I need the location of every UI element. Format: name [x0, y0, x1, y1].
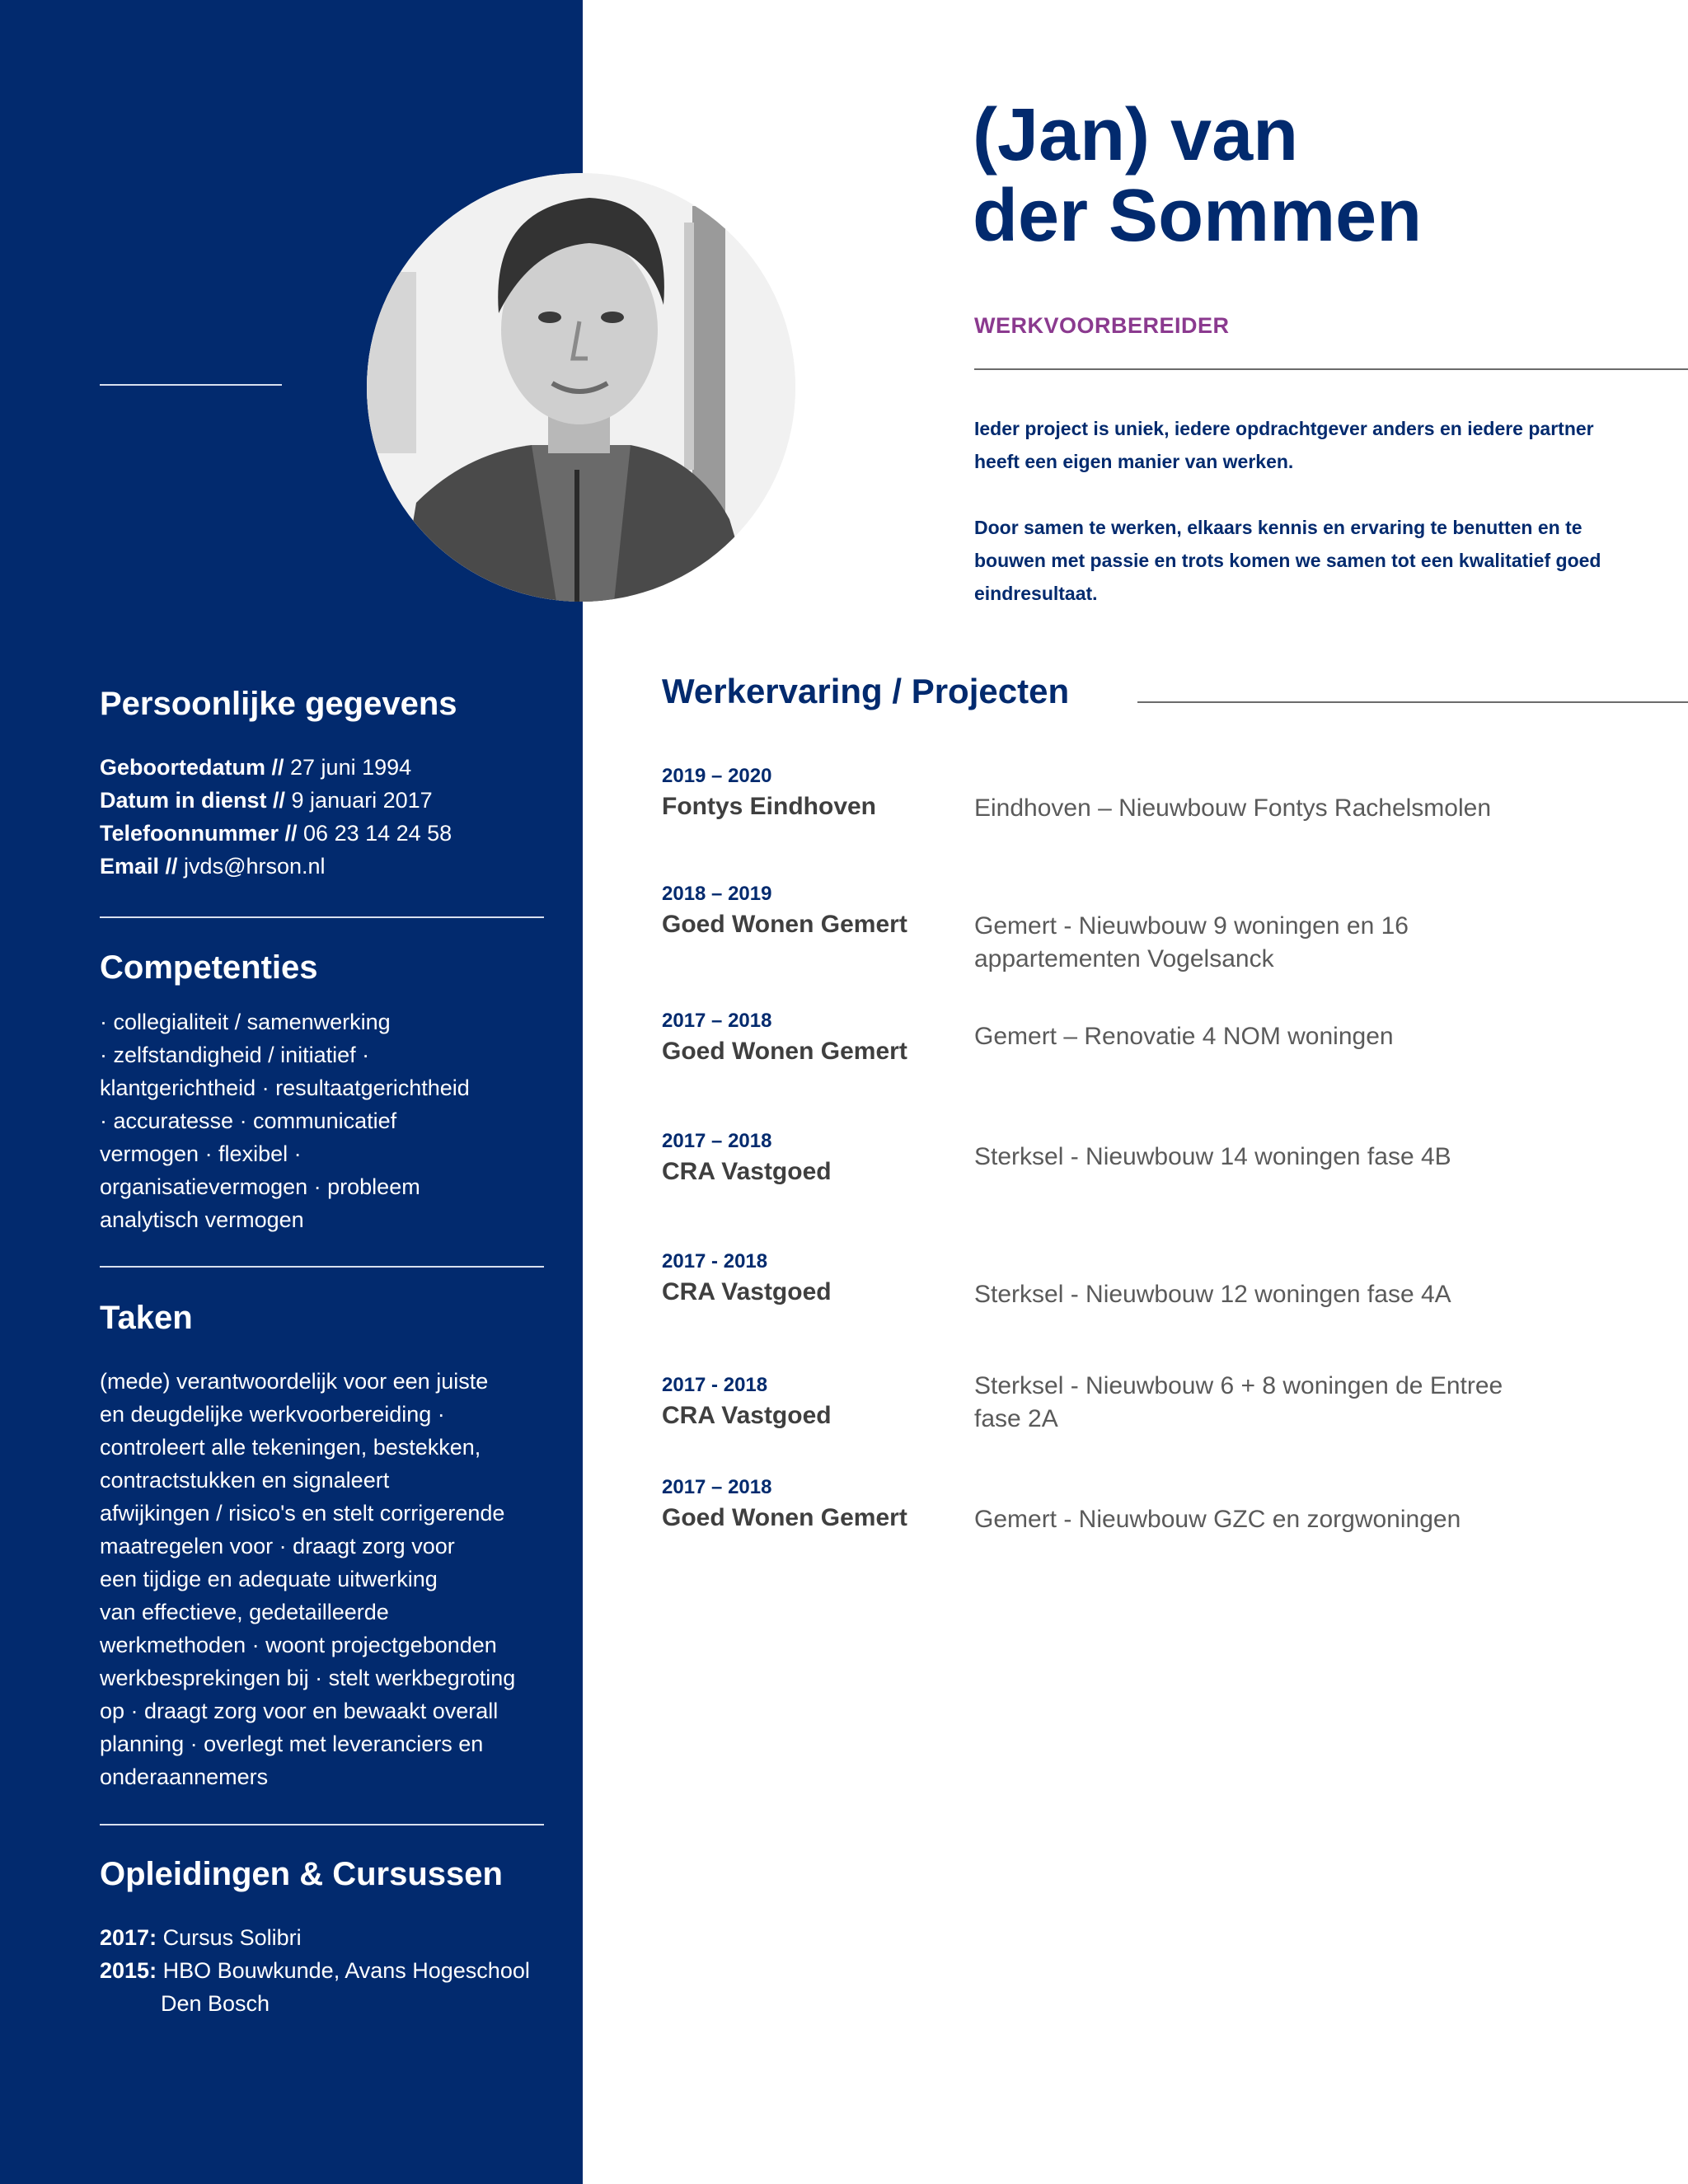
phone-value: 06 23 14 24 58	[297, 821, 452, 846]
competency-line: vermogen · flexibel ·	[100, 1141, 302, 1166]
personal-details	[100, 751, 452, 883]
task-line: werkmethoden · woont projectgebonden	[100, 1633, 497, 1657]
person-name-line2: der Sommen	[973, 175, 1423, 257]
competencies-heading: Competenties	[100, 949, 318, 986]
task-line: contractstukken en signaleert	[100, 1468, 390, 1493]
header-divider	[974, 368, 1688, 370]
email-label: Email //	[100, 854, 178, 879]
person-name	[973, 95, 1422, 256]
education-item-cont	[100, 1987, 530, 2020]
phone-row	[100, 817, 452, 850]
task-line: een tijdige en adequate uitwerking	[100, 1567, 438, 1591]
competency-line: · zelfstandigheid / initiatief ·	[100, 1043, 370, 1067]
education-heading: Opleidingen & Cursussen	[100, 1856, 503, 1892]
tasks-list	[100, 1365, 561, 1793]
education-year: 2017:	[100, 1925, 157, 1950]
job-description: Gemert - Nieuwbouw 9 woningen en 16 appartementen Vogelsanck	[974, 912, 1409, 972]
sidebar-divider	[100, 1266, 544, 1268]
task-line: maatregelen voor · draagt zorg voor	[100, 1534, 455, 1558]
job-description: Sterksel - Nieuwbouw 14 woningen fase 4B	[974, 1143, 1451, 1170]
sidebar-divider	[100, 1824, 544, 1825]
job-company: Goed Wonen Gemert	[662, 1504, 907, 1531]
job-company: Goed Wonen Gemert	[662, 1038, 907, 1065]
competency-line: organisatievermogen · probleem	[100, 1174, 420, 1199]
job-company: CRA Vastgoed	[662, 1158, 832, 1185]
birthdate-row	[100, 751, 452, 784]
job-years: 2017 – 2018	[662, 1010, 772, 1032]
start-date-label: Datum in dienst //	[100, 788, 286, 813]
sidebar-divider	[100, 916, 544, 918]
education-item	[100, 1921, 530, 1954]
task-line: werkbesprekingen bij · stelt werkbegroting	[100, 1666, 516, 1690]
profile-photo	[367, 173, 795, 602]
sidebar-accent-rule	[100, 384, 282, 386]
competency-line: analytisch vermogen	[100, 1207, 304, 1232]
task-line: controleert alle tekeningen, bestekken,	[100, 1435, 481, 1460]
job-company: CRA Vastgoed	[662, 1278, 832, 1305]
competencies-list	[100, 1005, 561, 1236]
job-description: Gemert – Renovatie 4 NOM woningen	[974, 1023, 1394, 1050]
email-row	[100, 850, 452, 883]
job-years: 2017 - 2018	[662, 1250, 768, 1272]
task-line: planning · overlegt met leveranciers en	[100, 1732, 484, 1756]
education-item	[100, 1954, 530, 1987]
email-value: jvds@hrson.nl	[177, 854, 326, 879]
job-description: Gemert - Nieuwbouw GZC en zorgwoningen	[974, 1506, 1461, 1533]
task-line: (mede) verantwoordelijk voor een juiste	[100, 1369, 489, 1394]
intro-paragraph-2: Door samen te werken, elkaars kennis en ervaring te benutten en te bouwen met passie en trots komen we samen tot een kwalitatief goed eindresultaat.	[974, 517, 1601, 604]
job-company: Fontys Eindhoven	[662, 793, 877, 820]
start-date-row	[100, 784, 452, 817]
job-description: Sterksel - Nieuwbouw 12 woningen fase 4A	[974, 1281, 1451, 1308]
birthdate-label: Geboortedatum //	[100, 755, 284, 780]
education-text: Cursus Solibri	[162, 1925, 302, 1950]
job-description: Sterksel - Nieuwbouw 6 + 8 woningen de Entree fase 2A	[974, 1372, 1503, 1432]
job-company: Goed Wonen Gemert	[662, 911, 907, 938]
tasks-heading: Taken	[100, 1300, 193, 1336]
job-years: 2018 – 2019	[662, 883, 772, 905]
phone-label: Telefoonnummer //	[100, 821, 298, 846]
job-years: 2017 - 2018	[662, 1374, 768, 1396]
experience-divider	[1137, 701, 1688, 703]
person-name-line1: (Jan) van	[973, 94, 1299, 176]
birthdate-value: 27 juni 1994	[284, 755, 412, 780]
competency-line: · accuratesse · communicatief	[100, 1108, 397, 1133]
competency-line: · collegialiteit / samenwerking	[100, 1010, 391, 1034]
education-text: HBO Bouwkunde, Avans Hogeschool	[162, 1958, 530, 1983]
job-company: CRA Vastgoed	[662, 1402, 832, 1429]
job-years: 2019 – 2020	[662, 765, 772, 787]
job-years: 2017 – 2018	[662, 1476, 772, 1498]
education-year: 2015:	[100, 1958, 157, 1983]
intro-paragraph-1: Ieder project is uniek, iedere opdrachtgever anders en iedere partner heeft een eigen manier van werken.	[974, 418, 1594, 472]
education-list	[100, 1921, 530, 2020]
competency-line: klantgerichtheid · resultaatgerichtheid	[100, 1076, 470, 1100]
task-line: op · draagt zorg voor en bewaakt overall	[100, 1699, 499, 1723]
job-years: 2017 – 2018	[662, 1130, 772, 1152]
experience-heading: Werkervaring / Projecten	[662, 672, 1070, 710]
personal-heading: Persoonlijke gegevens	[100, 686, 457, 722]
portrait-illustration	[367, 173, 795, 602]
task-line: van effectieve, gedetailleerde	[100, 1600, 389, 1624]
task-line: en deugdelijke werkvoorbereiding ·	[100, 1402, 445, 1427]
start-date-value: 9 januari 2017	[285, 788, 433, 813]
task-line: onderaannemers	[100, 1765, 269, 1789]
job-description: Eindhoven – Nieuwbouw Fontys Rachelsmolen	[974, 794, 1492, 822]
job-role: WERKVOORBEREIDER	[974, 313, 1230, 338]
task-line: afwijkingen / risico's en stelt corrigerende	[100, 1501, 505, 1526]
education-text-continued: Den Bosch	[161, 1991, 270, 2016]
